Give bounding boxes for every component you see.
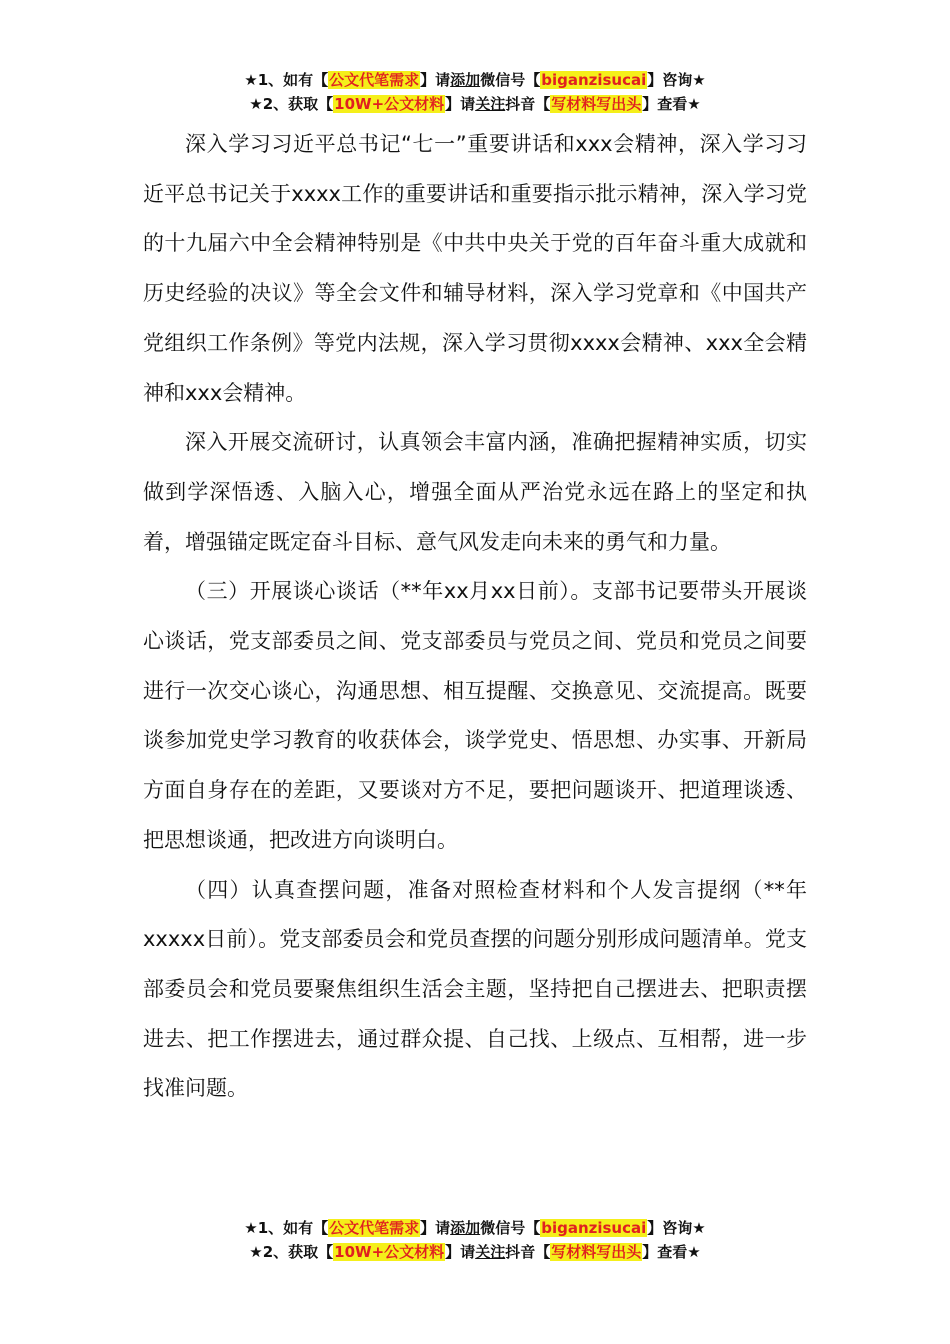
underlined-text: 添加: [450, 1219, 481, 1237]
star-icon: ★: [692, 1219, 706, 1237]
banner-text: 微信号【: [480, 1219, 541, 1237]
banner-text: 抖音【: [505, 1243, 551, 1261]
paragraph: 深入学习习近平总书记“七一”重要讲话和xxx会精神，深入学习习近平总书记关于xxxx工作的重要讲话和重要指示批示精神，深入学习党的十九届六中全会精神特别是《中共中央关于党的百年奋斗重大成就和历史经验的决议》等全会文件和辅导材料，深入学习党章和《中国共产党组织工作条例》等党内法规，深入学习贯彻xxxx会精神、xxx全会精神和xxx会精神。: [143, 132, 807, 405]
banner-text: 2、获取【: [262, 95, 334, 113]
banner-text: 1、如有【: [257, 71, 329, 89]
banner-text: 】请: [420, 71, 451, 89]
highlight-service: 公文代笔需求: [329, 1219, 420, 1237]
star-icon: ★: [244, 1219, 258, 1237]
banner-line-1: [0, 68, 950, 92]
star-icon: ★: [692, 71, 706, 89]
underlined-text: 关注: [475, 95, 506, 113]
star-icon: ★: [249, 1243, 263, 1261]
banner-text: 】查看: [642, 95, 688, 113]
header-banner: [0, 68, 950, 116]
paragraph: （四）认真查摆问题，准备对照检查材料和个人发言提纲（**年xxxxx日前）。党支部委员会和党员查摆的问题分别形成问题清单。党支部委员会和党员要聚焦组织生活会主题，坚持把自己摆进去、把职责摆进去、把工作摆进去，通过群众提、自己找、上级点、互相帮，进一步找准问题。: [143, 877, 807, 1101]
banner-text: 】请: [445, 95, 476, 113]
star-icon: ★: [687, 95, 701, 113]
star-icon: ★: [249, 95, 263, 113]
banner-text: 1、如有【: [257, 1219, 329, 1237]
star-icon: ★: [244, 71, 258, 89]
underlined-text: 关注: [475, 1243, 506, 1261]
banner-line-1: [0, 1216, 950, 1240]
banner-text: 】请: [445, 1243, 476, 1261]
paragraph: 深入开展交流研讨，认真领会丰富内涵，准确把握精神实质，切实做到学深悟透、入脑入心，增强全面从严治党永远在路上的坚定和执着，增强锚定既定奋斗目标、意气风发走向未来的勇气和力量。: [143, 430, 807, 554]
highlight-materials: 10W+公文材料: [334, 95, 445, 113]
document-body: [143, 120, 807, 1114]
star-icon: ★: [687, 1243, 701, 1261]
banner-text: 】请: [420, 1219, 451, 1237]
highlight-materials: 10W+公文材料: [334, 1243, 445, 1261]
banner-line-2: [0, 92, 950, 116]
banner-text: 抖音【: [505, 95, 551, 113]
banner-text: 】咨询: [647, 1219, 693, 1237]
banner-line-2: [0, 1240, 950, 1264]
footer-banner: [0, 1216, 950, 1264]
banner-text: 】查看: [642, 1243, 688, 1261]
highlight-wechat-id: biganzisucai: [541, 1219, 647, 1237]
highlight-service: 公文代笔需求: [329, 71, 420, 89]
highlight-douyin: 写材料写出头: [551, 95, 642, 113]
banner-text: 】咨询: [647, 71, 693, 89]
banner-text: 2、获取【: [262, 1243, 334, 1261]
highlight-wechat-id: biganzisucai: [541, 71, 647, 89]
highlight-douyin: 写材料写出头: [551, 1243, 642, 1261]
paragraph: （三）开展谈心谈话（**年xx月xx日前）。支部书记要带头开展谈心谈话，党支部委员之间、党支部委员与党员之间、党员和党员之间要进行一次交心谈心，沟通思想、相互提醒、交换意见、交流提高。既要谈参加党史学习教育的收获体会，谈学党史、悟思想、办实事、开新局方面自身存在的差距，又要谈对方不足，要把问题谈开、把道理谈透、把思想谈通，把改进方向谈明白。: [143, 579, 807, 852]
banner-text: 微信号【: [480, 71, 541, 89]
underlined-text: 添加: [450, 71, 481, 89]
